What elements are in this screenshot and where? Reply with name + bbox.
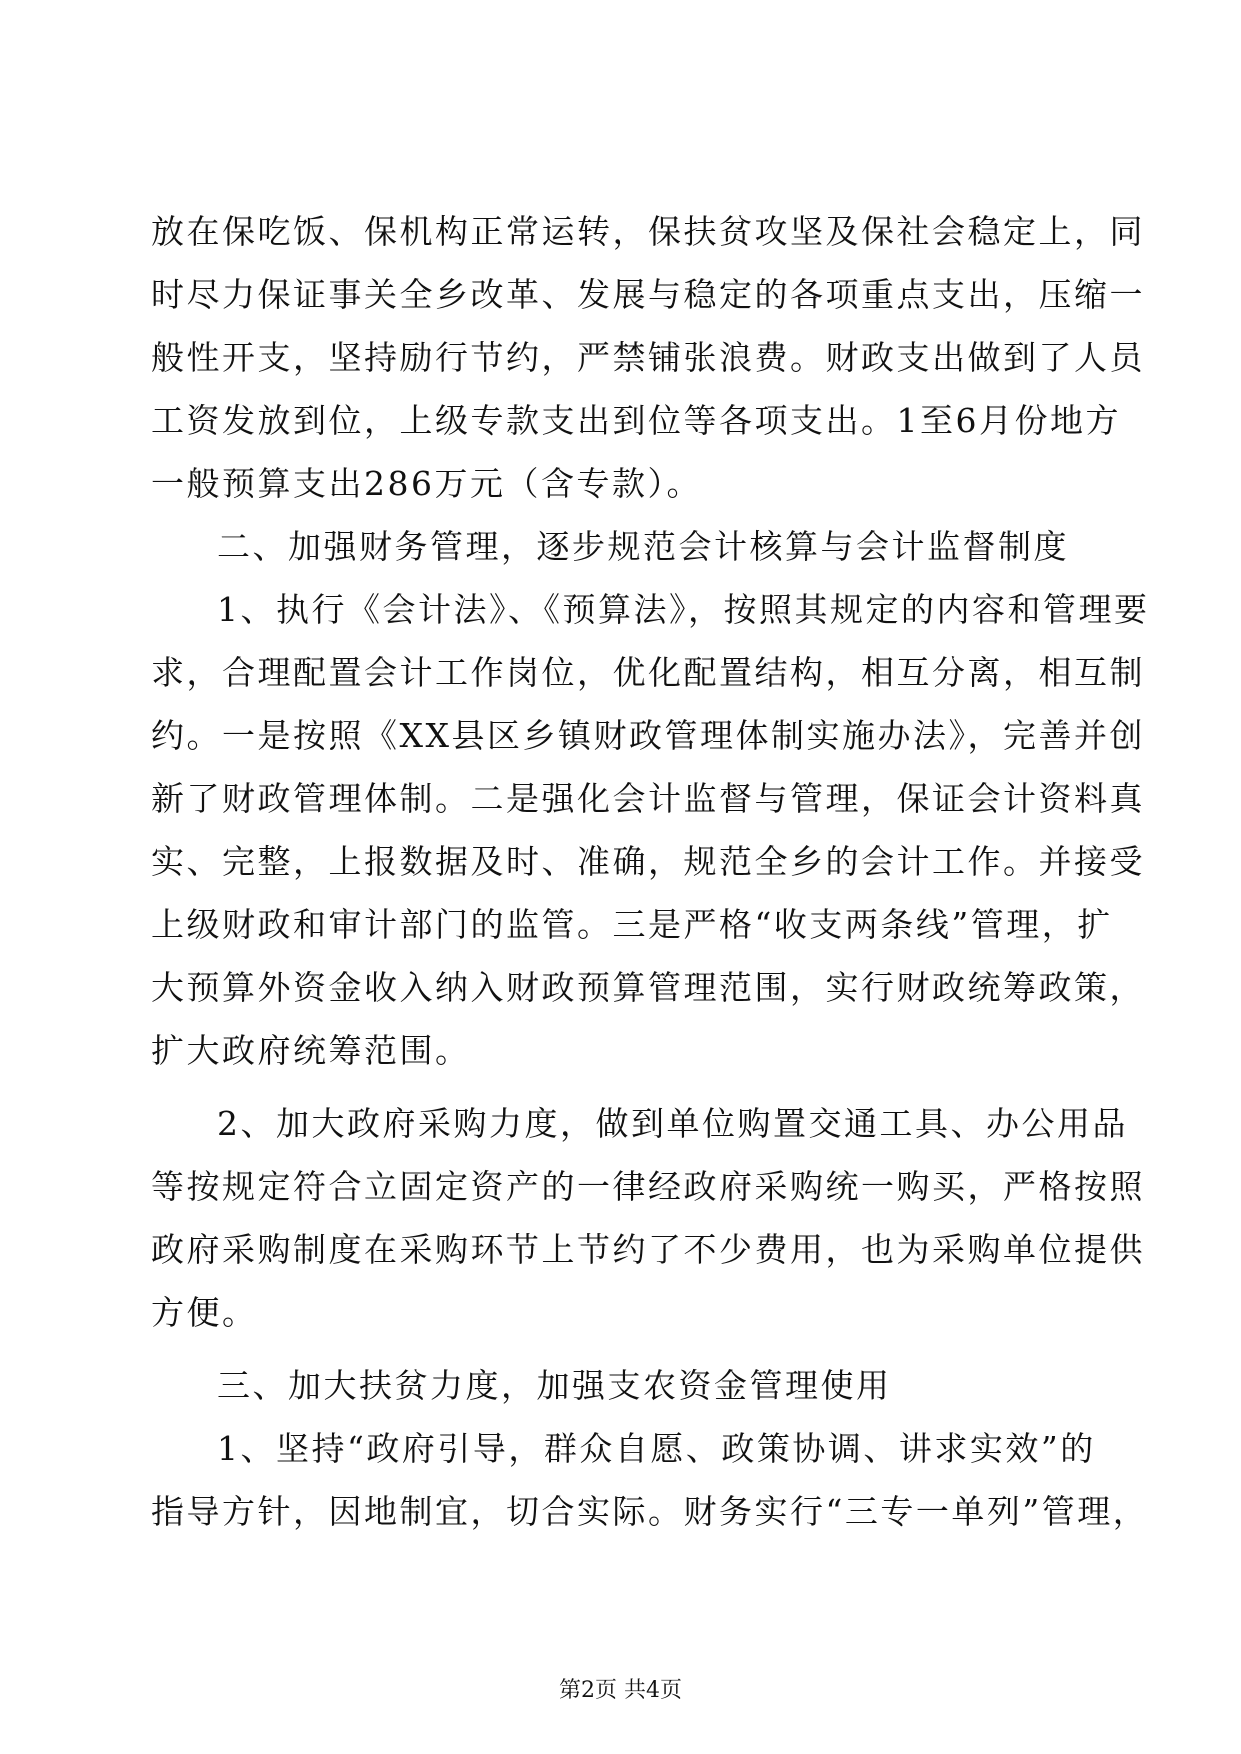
body-line: 大预算外资金收入纳入财政预算管理范围，实行财政统筹政策， (151, 968, 1145, 1007)
body-line: 般性开支，坚持励行节约，严禁铺张浪费。财政支出做到了人员 (151, 338, 1145, 377)
paragraph-first-line: 1、执行《会计法》、《预算法》，按照其规定的内容和管理要 (217, 590, 1150, 629)
body-line: 等按规定符合立固定资产的一律经政府采购统一购买，严格按照 (151, 1167, 1145, 1206)
body-line: 放在保吃饭、保机构正常运转，保扶贫攻坚及保社会稳定上，同 (151, 212, 1145, 251)
body-line: 上级财政和审计部门的监管。三是严格“收支两条线”管理，扩 (151, 905, 1113, 944)
body-line: 新了财政管理体制。二是强化会计监督与管理，保证会计资料真 (151, 779, 1145, 818)
paragraph-first-line: 2、加大政府采购力度，做到单位购置交通工具、办公用品 (217, 1104, 1128, 1143)
body-line: 扩大政府统筹范围。 (151, 1031, 471, 1070)
body-line: 指导方针，因地制宜，切合实际。财务实行“三专一单列”管理， (151, 1492, 1149, 1531)
section-heading: 三、加大扶贫力度，加强支农资金管理使用 (217, 1366, 892, 1405)
paragraph-gap (151, 1082, 1091, 1092)
body-line: 求，合理配置会计工作岗位，优化配置结构，相互分离，相互制 (151, 653, 1145, 692)
body-line: 方便。 (151, 1293, 258, 1332)
paragraph-gap (151, 1344, 1091, 1354)
body-line: 工资发放到位，上级专款支出到位等各项支出。1至6月份地方 (151, 401, 1121, 440)
body-line: 政府采购制度在采购环节上节约了不少费用，也为采购单位提供 (151, 1230, 1145, 1269)
body-line: 实、完整，上报数据及时、准确，规范全乡的会计工作。并接受 (151, 842, 1145, 881)
paragraph-first-line: 1、坚持“政府引导，群众自愿、政策协调、讲求实效”的 (217, 1429, 1096, 1468)
page-footer: 第2页 共4页 (559, 1678, 682, 1703)
body-line: 约。一是按照《XX县区乡镇财政管理体制实施办法》，完善并创 (151, 716, 1145, 755)
section-heading: 二、加强财务管理，逐步规范会计核算与会计监督制度 (217, 527, 1069, 566)
document-body (151, 200, 1150, 1543)
body-line: 时尽力保证事关全乡改革、发展与稳定的各项重点支出，压缩一 (151, 275, 1145, 314)
body-line: 一般预算支出286万元（含专款）。 (151, 464, 702, 503)
